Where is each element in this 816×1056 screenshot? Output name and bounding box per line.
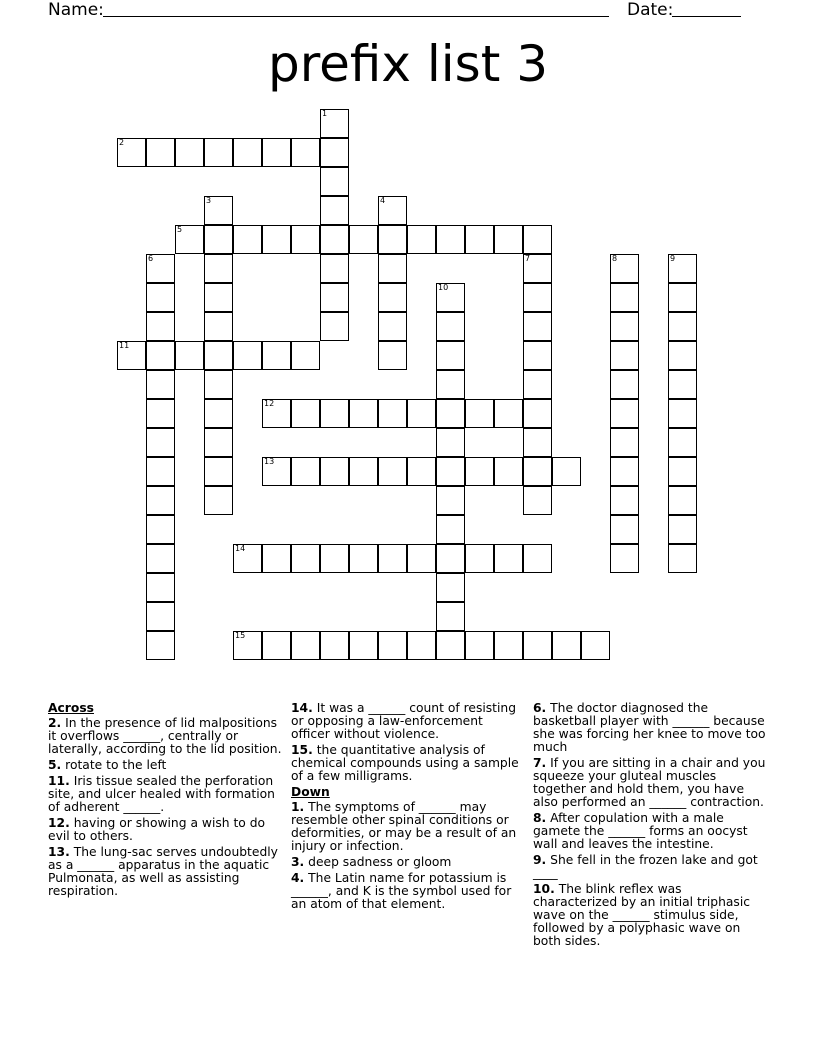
grid-cell[interactable] [436,341,465,370]
grid-cell[interactable] [146,341,175,370]
grid-cell[interactable] [320,138,349,167]
grid-cell[interactable] [291,544,320,573]
grid-cell[interactable] [204,283,233,312]
grid-cell[interactable] [436,312,465,341]
clue-across-5: 5. rotate to the left [48,758,167,772]
clue-down-6: 6. The doctor diagnosed the basketball player with ______ because she was forcing her knee to move too much [533,701,766,754]
grid-cell[interactable] [436,428,465,457]
grid-cell[interactable] [291,225,320,254]
clue-number: 1 [322,109,328,118]
grid-cell[interactable] [146,602,175,631]
grid-cell[interactable] [668,428,697,457]
grid-cell[interactable] [291,399,320,428]
grid-cell[interactable] [436,370,465,399]
grid-cell[interactable] [523,544,552,573]
clues-column-1 [48,702,284,901]
clue-down-10: 10. The blink reflex was characterized by an initial triphasic wave on the ______ stimulus side, followed by a polyphasic wave on both sides. [533,882,751,948]
grid-cell[interactable] [262,631,291,660]
clue-number: 3 [206,196,212,205]
grid-cell[interactable] [233,138,262,167]
grid-cell[interactable] [465,225,494,254]
grid-cell[interactable] [320,283,349,312]
grid-cell[interactable] [552,631,581,660]
grid-cell[interactable] [552,457,581,486]
grid-cell[interactable] [204,399,233,428]
grid-cell[interactable] [523,254,552,283]
grid-cell[interactable] [610,457,639,486]
grid-cell[interactable] [233,544,262,573]
grid-cell[interactable] [610,312,639,341]
grid-cell[interactable] [262,138,291,167]
grid-cell[interactable] [204,486,233,515]
clue-number: 15 [235,631,246,640]
grid-cell[interactable] [378,631,407,660]
grid-cell[interactable] [320,254,349,283]
clue-down-8: 8. After copulation with a male gamete the ______ forms an oocyst wall and leaves the intestine. [533,811,748,851]
clue-number: 5 [177,225,183,234]
clue-down-7: 7. If you are sitting in a chair and you squeeze your gluteal muscles together and hold them, you have also performed an ______ contraction. [533,756,766,809]
clue-across-12: 12. having or showing a wish to do evil to others. [48,816,266,843]
grid-cell[interactable] [146,283,175,312]
grid-cell[interactable] [465,399,494,428]
grid-cell[interactable] [378,225,407,254]
grid-cell[interactable] [262,457,291,486]
grid-cell[interactable] [494,399,523,428]
grid-cell[interactable] [378,457,407,486]
grid-cell[interactable] [407,631,436,660]
clue-number: 2 [119,138,125,147]
grid-cell[interactable] [668,399,697,428]
clue-down-9: 9. She fell in the frozen lake and got ____ [533,853,758,880]
clue-number: 13 [264,457,275,466]
grid-cell[interactable] [320,196,349,225]
grid-cell[interactable] [668,312,697,341]
grid-cell[interactable] [320,457,349,486]
clue-across-13: 13. The lung-sac serves undoubtedly as a ______ apparatus in the aquatic Pulmonata, as well as assisting respiration. [48,845,278,898]
grid-cell[interactable] [610,515,639,544]
grid-cell[interactable] [378,196,407,225]
clue-across-15: 15. the quantitative analysis of chemical compounds using a sample of a few milligrams. [291,743,519,783]
clue-across-2: 2. In the presence of lid malpositions it overflows ______, centrally or laterally, according to the lid position. [48,716,282,756]
grid-cell[interactable] [204,428,233,457]
grid-cell[interactable] [610,283,639,312]
grid-cell[interactable] [668,283,697,312]
clue-number: 6 [148,254,154,263]
grid-cell[interactable] [610,544,639,573]
grid-cell[interactable] [320,312,349,341]
grid-cell[interactable] [436,573,465,602]
grid-cell[interactable] [320,544,349,573]
grid-cell[interactable] [204,225,233,254]
grid-cell[interactable] [349,399,378,428]
grid-cell[interactable] [146,515,175,544]
grid-cell[interactable] [523,225,552,254]
grid-cell[interactable] [320,631,349,660]
grid-cell[interactable] [436,399,465,428]
grid-cell[interactable] [378,283,407,312]
grid-cell[interactable] [436,283,465,312]
grid-cell[interactable] [146,428,175,457]
grid-cell[interactable] [146,457,175,486]
grid-cell[interactable] [436,457,465,486]
grid-cell[interactable] [436,515,465,544]
grid-cell[interactable] [436,544,465,573]
grid-cell[interactable] [378,399,407,428]
grid-cell[interactable] [523,486,552,515]
grid-cell[interactable] [262,225,291,254]
grid-cell[interactable] [320,167,349,196]
grid-cell[interactable] [668,544,697,573]
grid-cell[interactable] [146,370,175,399]
grid-cell[interactable] [349,457,378,486]
grid-cell[interactable] [407,225,436,254]
grid-cell[interactable] [204,312,233,341]
grid-cell[interactable] [668,254,697,283]
grid-cell[interactable] [668,457,697,486]
grid-cell[interactable] [523,399,552,428]
grid-cell[interactable] [494,225,523,254]
grid-cell[interactable] [523,312,552,341]
grid-cell[interactable] [494,457,523,486]
grid-cell[interactable] [349,631,378,660]
page-title: prefix list 3 [267,35,549,93]
grid-cell[interactable] [233,225,262,254]
name-input-line[interactable] [103,16,609,17]
grid-cell[interactable] [378,341,407,370]
grid-cell[interactable] [407,399,436,428]
grid-cell[interactable] [320,399,349,428]
grid-cell[interactable] [146,544,175,573]
clue-across-14: 14. It was a ______ count of resisting or opposing a law-enforcement officer without violence. [291,701,517,741]
name-label: Name: [48,0,104,20]
grid-cell[interactable] [465,631,494,660]
grid-cell[interactable] [378,544,407,573]
grid-cell[interactable] [668,486,697,515]
clues-column-3 [533,702,769,951]
grid-cell[interactable] [610,486,639,515]
grid-cell[interactable] [146,631,175,660]
grid-cell[interactable] [523,341,552,370]
grid-cell[interactable] [204,254,233,283]
grid-cell[interactable] [262,399,291,428]
grid-cell[interactable] [494,631,523,660]
grid-cell[interactable] [233,631,262,660]
grid-cell[interactable] [668,341,697,370]
clue-number: 14 [235,544,246,553]
grid-cell[interactable] [262,544,291,573]
grid-cell[interactable] [523,457,552,486]
grid-cell[interactable] [610,254,639,283]
grid-cell[interactable] [175,138,204,167]
grid-cell[interactable] [204,370,233,399]
clue-down-4: 4. The Latin name for potassium is ______, and K is the symbol used for an atom of that element. [291,871,512,911]
grid-cell[interactable] [610,341,639,370]
clue-down-3: 3. deep sadness or gloom [291,855,452,869]
grid-cell[interactable] [436,631,465,660]
grid-cell[interactable] [668,370,697,399]
grid-cell[interactable] [349,544,378,573]
grid-cell[interactable] [175,341,204,370]
grid-cell[interactable] [436,225,465,254]
clue-down-1: 1. The symptoms of ______ may resemble other spinal conditions or deformities, or may be a result of an injury or infection. [291,800,517,853]
clue-number: 12 [264,399,275,408]
grid-cell[interactable] [349,225,378,254]
grid-cell[interactable] [146,399,175,428]
clues-column-2 [291,702,525,914]
date-label: Date: [627,0,674,20]
grid-cell[interactable] [233,341,262,370]
grid-cell[interactable] [146,573,175,602]
grid-cell[interactable] [320,109,349,138]
grid-cell[interactable] [407,544,436,573]
grid-cell[interactable] [146,138,175,167]
grid-cell[interactable] [494,544,523,573]
grid-cell[interactable] [668,515,697,544]
grid-cell[interactable] [117,138,146,167]
grid-cell[interactable] [146,312,175,341]
grid-cell[interactable] [610,428,639,457]
clue-number: 4 [380,196,386,205]
grid-cell[interactable] [465,544,494,573]
grid-cell[interactable] [407,457,436,486]
grid-cell[interactable] [204,341,233,370]
grid-cell[interactable] [146,254,175,283]
grid-cell[interactable] [610,399,639,428]
grid-cell[interactable] [291,138,320,167]
grid-cell[interactable] [610,370,639,399]
grid-cell[interactable] [204,196,233,225]
date-input-line[interactable] [672,16,741,17]
across-heading: Across [48,701,94,715]
clue-number: 9 [670,254,676,263]
grid-cell[interactable] [436,602,465,631]
grid-cell[interactable] [523,370,552,399]
grid-cell[interactable] [175,225,204,254]
grid-cell[interactable] [204,138,233,167]
grid-cell[interactable] [378,312,407,341]
grid-cell[interactable] [523,428,552,457]
grid-cell[interactable] [291,631,320,660]
grid-cell[interactable] [320,225,349,254]
grid-cell[interactable] [378,254,407,283]
grid-cell[interactable] [291,457,320,486]
grid-cell[interactable] [523,631,552,660]
grid-cell[interactable] [523,283,552,312]
clue-across-11: 11. Iris tissue sealed the perforation site, and ulcer healed with formation of adherent ______. [48,774,275,814]
clue-number: 7 [525,254,531,263]
grid-cell[interactable] [146,486,175,515]
grid-cell[interactable] [291,341,320,370]
clue-number: 10 [438,283,449,292]
clue-number: 11 [119,341,130,350]
grid-cell[interactable] [465,457,494,486]
grid-cell[interactable] [581,631,610,660]
grid-cell[interactable] [436,486,465,515]
clue-number: 8 [612,254,618,263]
down-heading: Down [291,785,330,799]
grid-cell[interactable] [117,341,146,370]
grid-cell[interactable] [204,457,233,486]
grid-cell[interactable] [262,341,291,370]
